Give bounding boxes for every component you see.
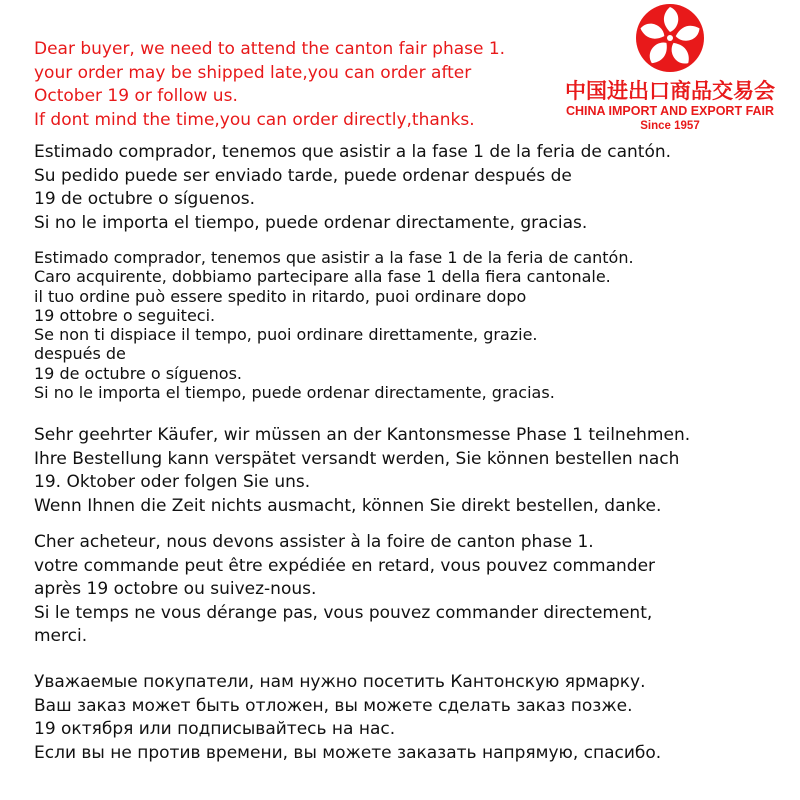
- notice-line: Estimado comprador, tenemos que asistir a la fase 1 de la feria de cantón.: [34, 142, 672, 162]
- notice-line: Dear buyer, we need to attend the canton fair phase 1.: [34, 39, 506, 59]
- notice-line: Estimado comprador, tenemos que asistir a la fase 1 de la feria de cantón.: [34, 248, 634, 267]
- logo-chinese-name: 中国进出口商品交易会: [565, 78, 775, 103]
- notice-line: October 19 or follow us.: [34, 86, 238, 106]
- french-notice: [34, 531, 655, 649]
- notice-line: 19. Oktober oder folgen Sie uns.: [34, 472, 311, 492]
- canton-fair-flower-icon: [632, 2, 708, 74]
- canton-fair-logo: [545, 0, 800, 140]
- notice-line: Ваш заказ может быть отложен, вы можете сделать заказ позже.: [34, 695, 633, 716]
- notice-line: Ihre Bestellung kann verspätet versandt werden, Sie können bestellen nach: [34, 448, 680, 469]
- notice-line: Caro acquirente, dobbiamo partecipare alla fase 1 della fiera cantonale.: [34, 267, 611, 287]
- notice-line: Si no le importa el tiempo, puede ordenar directamente, gracias.: [34, 212, 588, 233]
- notice-line: Si no le importa el tiempo, puede ordenar directamente, gracias.: [34, 383, 555, 403]
- notice-line: 19 октября или подписывайтесь на нас.: [34, 719, 396, 739]
- notice-line: 19 de octubre o síguenos.: [34, 363, 242, 383]
- notice-line: merci.: [34, 626, 88, 646]
- german-notice: [34, 424, 690, 518]
- russian-notice: [34, 671, 661, 765]
- notice-line: votre commande peut être expédiée en retard, vous pouvez commander: [34, 555, 656, 576]
- notice-line: après 19 octobre ou suivez-nous.: [34, 579, 317, 599]
- spanish-notice: [34, 141, 671, 235]
- notice-line: 19 de octubre o síguenos.: [34, 189, 255, 209]
- notice-line: Sehr geehrter Käufer, wir müssen an der Kantonsmesse Phase 1 teilnehmen.: [34, 425, 691, 445]
- notice-line: 19 ottobre o seguiteci.: [34, 305, 216, 325]
- notice-line: Si le temps ne vous dérange pas, vous pouvez commander directement,: [34, 602, 653, 623]
- notice-line: Cher acheteur, nous devons assister à la foire de canton phase 1.: [34, 532, 594, 552]
- notice-line: il tuo ordine può essere spedito in ritardo, puoi ordinare dopo: [34, 286, 527, 306]
- notice-line: Уважаемые покупатели, нам нужно посетить Кантонскую ярмарку.: [34, 672, 646, 692]
- notice-line: Если вы не против времени, вы можете заказать напрямую, спасибо.: [34, 742, 662, 763]
- logo-since: Since 1957: [640, 120, 700, 132]
- logo-english-name: CHINA IMPORT AND EXPORT FAIR: [565, 104, 775, 118]
- notice-line: If dont mind the time,you can order directly,thanks.: [34, 109, 475, 130]
- notice-line: Wenn Ihnen die Zeit nichts ausmacht, können Sie direkt bestellen, danke.: [34, 495, 662, 516]
- spanish-italian-notice: [34, 248, 634, 402]
- notice-line: Su pedido puede ser enviado tarde, puede ordenar después de: [34, 165, 572, 186]
- english-notice: [34, 38, 505, 132]
- notice-line: después de: [34, 344, 126, 364]
- notice-line: your order may be shipped late,you can order after: [34, 62, 472, 83]
- notice-line: Se non ti dispiace il tempo, puoi ordinare direttamente, grazie.: [34, 325, 538, 345]
